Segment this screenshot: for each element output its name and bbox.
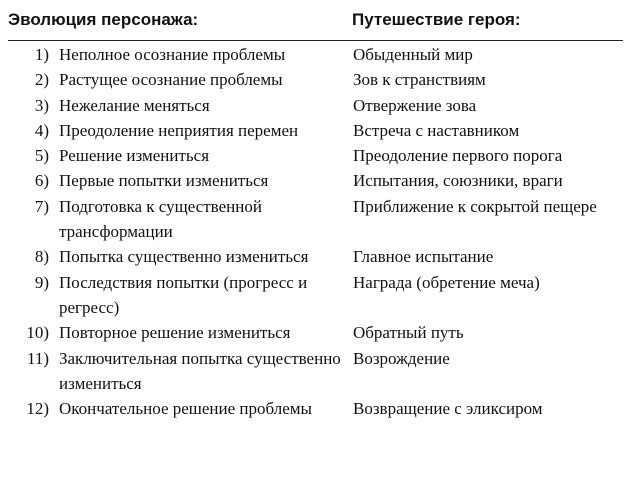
journey-stage: Возрождение	[353, 348, 450, 368]
journey-stage: Встреча с наставником	[353, 120, 520, 140]
row-number: 2)	[34, 70, 49, 90]
journey-stage: Главное испытание	[353, 247, 494, 267]
character-stage: Попытка существенно измениться	[59, 247, 309, 267]
row-number: 6)	[34, 171, 49, 191]
row-number: 12)	[26, 399, 49, 419]
row-number: 11)	[26, 348, 49, 368]
table-row	[0, 346, 633, 397]
character-stage: Первые попытки измениться	[59, 171, 269, 191]
table-row	[0, 143, 633, 168]
row-number: 5)	[34, 146, 49, 166]
table-row	[0, 320, 633, 345]
row-number: 7)	[34, 196, 49, 216]
character-stage: Повторное решение измениться	[59, 323, 291, 343]
journey-stage: Зов к странствиям	[353, 70, 486, 90]
header-divider	[8, 40, 623, 41]
table-header	[0, 4, 633, 34]
comparison-table	[0, 42, 633, 421]
character-stage: Нежелание меняться	[59, 95, 210, 115]
journey-stage: Награда (обретение меча)	[353, 272, 540, 292]
character-stage: Заключительная попытка существенно измениться	[59, 348, 341, 393]
column-header-character-evolution: Эволюция персонажа:	[8, 10, 199, 29]
table-row	[0, 396, 633, 421]
table-row	[0, 118, 633, 143]
character-stage: Решение измениться	[59, 146, 210, 166]
character-stage: Растущее осознание проблемы	[59, 70, 283, 90]
column-header-hero-journey: Путешествие героя:	[352, 10, 521, 29]
journey-stage: Преодоление первого порога	[353, 146, 563, 166]
row-number: 4)	[34, 120, 49, 140]
journey-stage: Обыденный мир	[353, 45, 473, 64]
table-row	[0, 93, 633, 118]
table-row	[0, 67, 633, 92]
row-number: 3)	[34, 95, 49, 115]
row-number: 9)	[34, 272, 49, 292]
character-stage: Подготовка к существенной трансформации	[59, 196, 262, 242]
journey-stage: Испытания, союзники, враги	[353, 171, 563, 191]
table-row	[0, 194, 633, 245]
row-number: 10)	[26, 323, 49, 343]
table-row	[0, 168, 633, 193]
table-row	[0, 270, 633, 321]
journey-stage: Обратный путь	[353, 323, 464, 343]
row-number: 1)	[34, 45, 49, 64]
row-number: 8)	[34, 247, 49, 267]
table-row	[0, 244, 633, 269]
table-row	[0, 42, 633, 67]
journey-stage: Возвращение с эликсиром	[353, 399, 543, 419]
character-stage: Окончательное решение проблемы	[59, 399, 312, 419]
journey-stage: Приближение к сокрытой пещере	[353, 196, 597, 216]
journey-stage: Отвержение зова	[353, 95, 477, 115]
character-stage: Преодоление неприятия перемен	[59, 120, 299, 140]
character-stage: Последствия попытки (прогресс и регресс)	[59, 272, 308, 317]
character-stage: Неполное осознание проблемы	[59, 45, 286, 64]
